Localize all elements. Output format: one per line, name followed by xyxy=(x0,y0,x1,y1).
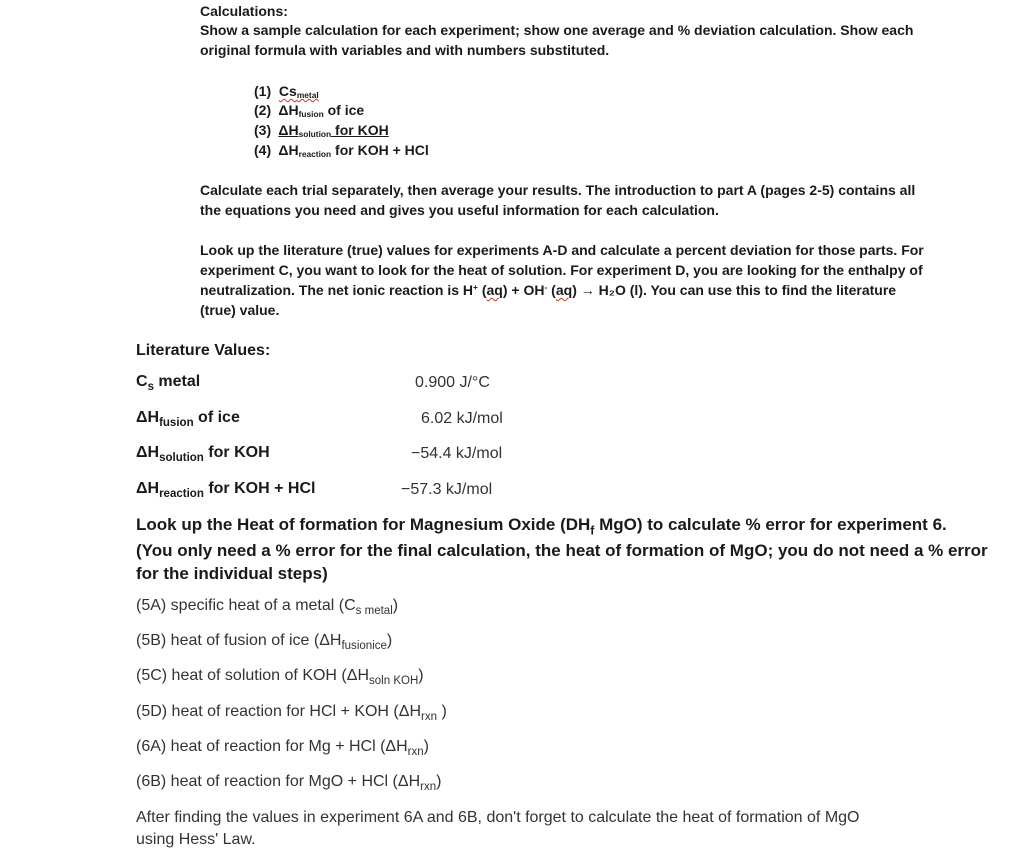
para2-line-1: Look up the literature (true) values for experiments A-D and calculate a percent deviation for those parts. For xyxy=(200,242,924,258)
hof-line-1: Look up the Heat of formation for Magnesium Oxide ($DH_f$ MgO) to calculate % error for experiment 6. xyxy=(136,515,947,538)
experiment-6b: (6B) heat of reaction for MgO + HCl $(\Delta H_{rxn})$ xyxy=(136,773,442,794)
para1-line-1: Calculate each trial separately, then average your results. The introduction to part A (pages 2-5) contains all xyxy=(200,182,916,198)
lit-value-solution: −54.4 kJ/mol xyxy=(411,445,503,462)
lit-label-fusion: $\Delta H_{fusion}$ of ice xyxy=(136,409,240,430)
para2-line-4: (true) value. xyxy=(200,302,280,318)
experiment-5c: (5C) heat of solution of KOH $(\Delta H_{soln KOH})$ xyxy=(136,667,424,688)
final-note-line-2: using Hess' Law. xyxy=(136,831,256,848)
lit-label-solution: $\Delta H_{solution}$ for KOH xyxy=(136,444,270,465)
experiment-5b: (5B) heat of fusion of ice $(\Delta H_{fusionice})$ xyxy=(136,632,393,653)
para2-line-2: experiment C, you want to look for the heat of solution. For experiment D, you are looking for the enthalpy of xyxy=(200,262,923,278)
para2-line-3: neutralization. The net ionic reaction is H+ (aq) + OH- (aq) → H₂O (l). You can use this to find the literature xyxy=(200,281,897,298)
calculations-heading: Calculations: xyxy=(200,3,288,19)
instruction-line-2: original formula with variables and with numbers substituted. xyxy=(200,42,610,58)
experiment-5d: (5D) heat of reaction for HCl + KOH ($\Delta H_{rxn}$ ) xyxy=(136,703,447,724)
lit-label-reaction: $\Delta H_{reaction}$ for KOH + HCl xyxy=(136,480,316,501)
lit-label-cs-metal: $C_s$ metal xyxy=(136,373,201,394)
calc-list-item-1: (1) $Cs_{metal}$ xyxy=(254,83,319,101)
final-note-line-1: After finding the values in experiment 6A and 6B, don't forget to calculate the heat of formation of MgO xyxy=(136,809,860,826)
experiment-6a: (6A) heat of reaction for Mg + HCl $(\Delta H_{rxn})$ xyxy=(136,738,429,759)
lit-value-fusion: 6.02 kJ/mol xyxy=(421,410,503,427)
instruction-line-1: Show a sample calculation for each experiment; show one average and % deviation calculation. Show each xyxy=(200,22,914,38)
lit-value-cs-metal: 0.900 J/°C xyxy=(415,374,490,391)
calc-list-item-2: (2) $\Delta H_{fusion}$ of ice xyxy=(254,102,365,120)
hof-line-2: (You only need a % error for the final calculation, the heat of formation of MgO; you do not need a % error xyxy=(136,541,988,560)
para1-line-2: the equations you need and gives you useful information for each calculation. xyxy=(200,202,719,218)
lit-value-reaction: −57.3 kJ/mol xyxy=(401,481,493,498)
literature-heading: Literature Values: xyxy=(136,342,271,359)
calc-list-item-3: (3) $\Delta H_{solution}$ for KOH xyxy=(254,122,389,140)
calc-list-item-4: (4) $\Delta H_{reaction}$ for KOH + HCl xyxy=(254,142,429,160)
hof-line-3: for the individual steps) xyxy=(136,564,328,583)
experiment-5a: (5A) specific heat of a metal $(C_{s metal})$ xyxy=(136,597,399,618)
